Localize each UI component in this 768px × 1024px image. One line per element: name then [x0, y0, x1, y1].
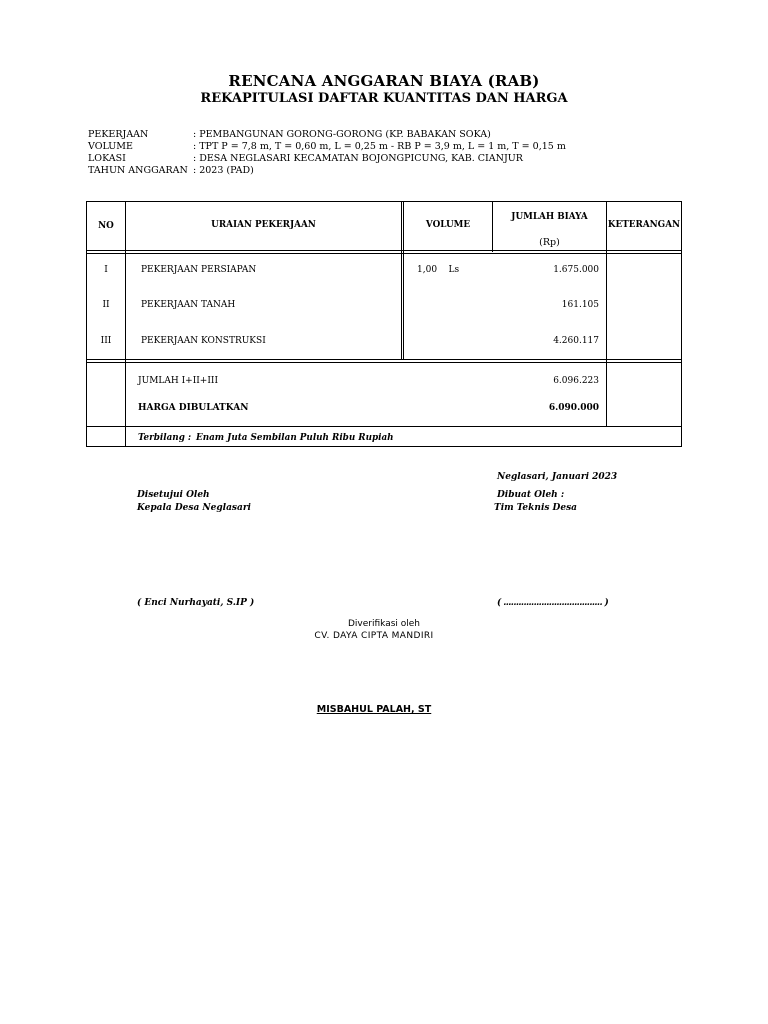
- header-divider: [87, 250, 681, 251]
- document-subtitle: REKAPITULASI DAFTAR KUANTITAS DAN HARGA: [200, 91, 568, 106]
- row-2-uraian: PEKERJAAN TANAH: [141, 300, 236, 310]
- document-title: RENCANA ANGGARAN BIAYA (RAB): [228, 72, 540, 90]
- lokasi-value: : DESA NEGLASARI KECAMATAN BOJONGPICUNG, KAB. CIANJUR: [193, 153, 523, 164]
- col-divider-uraian: [401, 202, 402, 360]
- made-name: ( ....................................... ): [497, 598, 609, 608]
- row-1-jumlah: 1.675.000: [553, 265, 599, 275]
- verified-company: CV. DAYA CIPTA MANDIRI: [314, 631, 434, 641]
- volume-value: : TPT P = 7,8 m, T = 0,60 m, L = 0,25 m - RB P = 3,9 m, L = 1 m, T = 0,15 m: [193, 141, 566, 152]
- tahun-label: TAHUN ANGGARAN: [88, 165, 188, 176]
- rab-table: [86, 201, 682, 447]
- rounded-value: 6.090.000: [548, 403, 599, 413]
- terbilang-value: Enam Juta Sembilan Puluh Ribu Rupiah: [196, 433, 394, 443]
- row-2-no: II: [102, 300, 110, 310]
- approved-by-label: Disetujui Oleh: [137, 490, 210, 500]
- header-jumlah-unit: (Rp): [539, 237, 560, 248]
- header-divider-double: [87, 253, 681, 254]
- header-jumlah: JUMLAH BIAYA: [511, 212, 588, 222]
- total-divider: [87, 426, 681, 427]
- rounded-label: HARGA DIBULATKAN: [138, 403, 249, 413]
- header-volume: VOLUME: [425, 220, 471, 230]
- row-3-no: III: [100, 336, 112, 346]
- col-divider-no: [125, 202, 126, 447]
- body-divider-double: [87, 362, 681, 363]
- row-1-no: I: [104, 265, 108, 275]
- row-1-volume: 1,00 Ls: [417, 265, 460, 275]
- tahun-value: : 2023 (PAD): [193, 165, 254, 176]
- terbilang-label: Terbilang :: [138, 433, 192, 443]
- volume-label: VOLUME: [88, 141, 133, 152]
- col-divider-jumlah: [606, 202, 607, 427]
- header-no: NO: [98, 221, 114, 231]
- body-divider: [87, 359, 681, 360]
- row-3-uraian: PEKERJAAN KONSTRUKSI: [141, 336, 266, 346]
- row-2-jumlah: 161.105: [561, 300, 599, 310]
- made-role: Tim Teknis Desa: [494, 503, 577, 513]
- lokasi-label: LOKASI: [88, 153, 126, 164]
- verified-label: Diverifikasi oleh: [347, 619, 421, 629]
- row-3-jumlah: 4.260.117: [553, 336, 599, 346]
- total-label: JUMLAH I+II+III: [138, 376, 219, 386]
- approved-role: Kepala Desa Neglasari: [137, 503, 251, 513]
- header-keterangan: KETERANGAN: [607, 220, 681, 230]
- made-by-label: Dibuat Oleh :: [497, 490, 565, 500]
- approved-name: ( Enci Nurhayati, S.IP ): [137, 598, 255, 608]
- total-value: 6.096.223: [553, 376, 599, 386]
- pekerjaan-value: : PEMBANGUNAN GORONG-GORONG (KP. BABAKAN SOKA): [193, 129, 491, 140]
- verified-name: MISBAHUL PALAH, ST: [316, 704, 432, 715]
- header-uraian: URAIAN PEKERJAAN: [211, 220, 316, 230]
- row-1-uraian: PEKERJAAN PERSIAPAN: [141, 265, 257, 275]
- place-date: Neglasari, Januari 2023: [497, 472, 618, 482]
- pekerjaan-label: PEKERJAAN: [88, 129, 149, 140]
